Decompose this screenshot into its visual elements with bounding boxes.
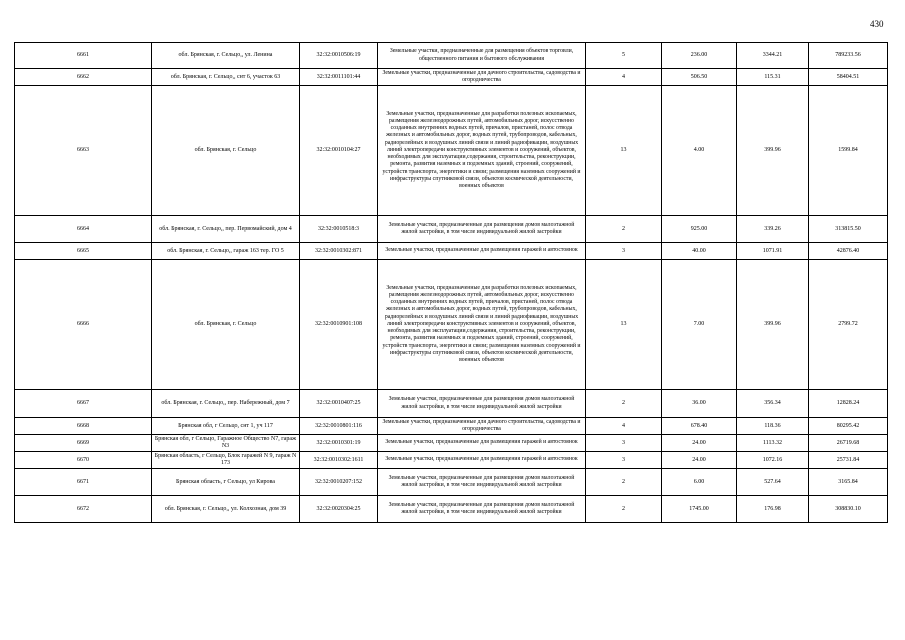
table-row <box>15 243 888 260</box>
cadastral-number-cell: 32:32:0010301:19 <box>300 435 378 452</box>
price-cell: 527.64 <box>737 469 809 496</box>
group-cell: 13 <box>586 86 662 216</box>
cadastral-number-cell: 32:32:0010302:871 <box>300 243 378 260</box>
price-cell: 1071.91 <box>737 243 809 260</box>
address-cell: обл. Брянская, г. Сельцо <box>152 86 300 216</box>
address-cell: Брянская область, г Сельцо, ул Кирова <box>152 469 300 496</box>
cadastral-number-cell: 32:32:0010302:1611 <box>300 452 378 469</box>
table-row <box>15 390 888 418</box>
address-cell: обл. Брянская, г. Сельцо <box>152 260 300 390</box>
area-cell: 1745.00 <box>662 496 737 523</box>
land-use-description-cell: Земельные участки, предназначенные для размещения объектов торговли, общественного питания и бытового обслуживания <box>378 43 586 69</box>
area-cell: 24.00 <box>662 452 737 469</box>
total-value-cell: 2799.72 <box>809 260 888 390</box>
area-cell: 506.50 <box>662 69 737 86</box>
group-cell: 3 <box>586 435 662 452</box>
table-row <box>15 43 888 69</box>
area-cell: 678.40 <box>662 418 737 435</box>
total-value-cell: 313815.50 <box>809 216 888 243</box>
total-value-cell: 26719.68 <box>809 435 888 452</box>
price-cell: 3344.21 <box>737 43 809 69</box>
land-use-description-cell: Земельные участки, предназначенные для размещения домов малоэтажной жилой застройки, в том числе индивидуальной жилой застройки <box>378 469 586 496</box>
cadastral-number-cell: 32:32:0010801:116 <box>300 418 378 435</box>
row-number: 6671 <box>15 469 152 496</box>
row-number: 6665 <box>15 243 152 260</box>
area-cell: 4.00 <box>662 86 737 216</box>
cadastral-number-cell: 32:32:0011101:44 <box>300 69 378 86</box>
area-cell: 7.00 <box>662 260 737 390</box>
total-value-cell: 58404.51 <box>809 69 888 86</box>
address-cell: обл. Брянская, г. Сельцо,, гараж 163 тер. ГО 5 <box>152 243 300 260</box>
price-cell: 339.26 <box>737 216 809 243</box>
row-number: 6669 <box>15 435 152 452</box>
price-cell: 356.34 <box>737 390 809 418</box>
land-use-description-cell: Земельные участки, предназначенные для дачного строительства, садоводства и огородничества <box>378 69 586 86</box>
address-cell: обл. Брянская, г. Сельцо,, пер. Первомайский, дом 4 <box>152 216 300 243</box>
group-cell: 13 <box>586 260 662 390</box>
price-cell: 115.31 <box>737 69 809 86</box>
cadastral-number-cell: 32:32:0010104:27 <box>300 86 378 216</box>
group-cell: 2 <box>586 390 662 418</box>
cadastral-number-cell: 32:32:0010901:108 <box>300 260 378 390</box>
land-registry-table <box>14 42 888 523</box>
row-number: 6662 <box>15 69 152 86</box>
cadastral-number-cell: 32:32:0020304:25 <box>300 496 378 523</box>
address-cell: обл. Брянская, г. Сельцо,, ул. Ленина <box>152 43 300 69</box>
row-number: 6666 <box>15 260 152 390</box>
row-number: 6667 <box>15 390 152 418</box>
area-cell: 24.00 <box>662 435 737 452</box>
row-number: 6663 <box>15 86 152 216</box>
land-use-description-cell: Земельные участки, предназначенные для размещения гаражей и автостоянок <box>378 435 586 452</box>
group-cell: 2 <box>586 216 662 243</box>
table-row <box>15 260 888 390</box>
cadastral-number-cell: 32:32:0010518:3 <box>300 216 378 243</box>
table-row <box>15 435 888 452</box>
table-row <box>15 452 888 469</box>
total-value-cell: 42876.40 <box>809 243 888 260</box>
table-row <box>15 216 888 243</box>
address-cell: Брянская область, г Сельцо, Блок гаражей N 9, гараж N 173 <box>152 452 300 469</box>
land-use-description-cell: Земельные участки, предназначенные для размещения домов малоэтажной жилой застройки, в том числе индивидуальной жилой застройки <box>378 390 586 418</box>
row-number: 6664 <box>15 216 152 243</box>
land-use-description-cell: Земельные участки, предназначенные для дачного строительства, садоводства и огородничества <box>378 418 586 435</box>
row-number: 6672 <box>15 496 152 523</box>
area-cell: 236.00 <box>662 43 737 69</box>
cadastral-number-cell: 32:32:0010407:25 <box>300 390 378 418</box>
cadastral-number-cell: 32:32:0010207:152 <box>300 469 378 496</box>
address-cell: обл. Брянская, г. Сельцо,, ул. Колхозная, дом 39 <box>152 496 300 523</box>
total-value-cell: 3165.84 <box>809 469 888 496</box>
row-number: 6668 <box>15 418 152 435</box>
group-cell: 4 <box>586 69 662 86</box>
total-value-cell: 25731.84 <box>809 452 888 469</box>
group-cell: 5 <box>586 43 662 69</box>
land-use-description-cell: Земельные участки, предназначенные для разработки полезных ископаемых, размещения железнодорожных путей, автомобильных дорог, искусственно созданных внутренних водных путей, причалов, пристаней, полос отвода железных и автомобильных дорог, водных путей, трубопроводов, кабельных, радиорелейных и воздушных линий связи и линий радиофикации, воздушных линий электропередачи конструктивных элементов и сооружений, объектов, необходимых для эксплуатации,содержания, строительства, реконструкции, ремонта, развития наземных и подземных зданий, строений, сооружений, устройств транспорта, энергетики и связи; размещения наземных сооружений и инфраструктуры спутниковой связи, объектов космической деятельности, военных объектов <box>378 86 586 216</box>
total-value-cell: 12828.24 <box>809 390 888 418</box>
table-row <box>15 418 888 435</box>
row-number: 6661 <box>15 43 152 69</box>
price-cell: 399.96 <box>737 86 809 216</box>
total-value-cell: 80295.42 <box>809 418 888 435</box>
total-value-cell: 1599.84 <box>809 86 888 216</box>
address-cell: Брянская обл, г Сельцо, Гаражное Общество N7, гараж N3 <box>152 435 300 452</box>
area-cell: 36.00 <box>662 390 737 418</box>
price-cell: 1113.32 <box>737 435 809 452</box>
area-cell: 40.00 <box>662 243 737 260</box>
page-number: 430 <box>870 19 884 29</box>
address-cell: Брянская обл, г Сельцо, снт 1, уч 117 <box>152 418 300 435</box>
price-cell: 399.96 <box>737 260 809 390</box>
address-cell: обл. Брянская, г. Сельцо,, снт 6, участок 63 <box>152 69 300 86</box>
table-row <box>15 69 888 86</box>
land-use-description-cell: Земельные участки, предназначенные для размещения гаражей и автостоянок <box>378 452 586 469</box>
land-use-description-cell: Земельные участки, предназначенные для размещения гаражей и автостоянок <box>378 243 586 260</box>
group-cell: 2 <box>586 496 662 523</box>
row-number: 6670 <box>15 452 152 469</box>
table-row <box>15 86 888 216</box>
area-cell: 925.00 <box>662 216 737 243</box>
group-cell: 3 <box>586 243 662 260</box>
land-use-description-cell: Земельные участки, предназначенные для размещения домов малоэтажной жилой застройки, в том числе индивидуальной жилой застройки <box>378 496 586 523</box>
area-cell: 6.00 <box>662 469 737 496</box>
price-cell: 1072.16 <box>737 452 809 469</box>
land-use-description-cell: Земельные участки, предназначенные для размещения домов малоэтажной жилой застройки, в том числе индивидуальной жилой застройки <box>378 216 586 243</box>
table-row <box>15 469 888 496</box>
cadastral-number-cell: 32:32:0010506:19 <box>300 43 378 69</box>
price-cell: 118.36 <box>737 418 809 435</box>
land-use-description-cell: Земельные участки, предназначенные для разработки полезных ископаемых, размещения железнодорожных путей, автомобильных дорог, искусственно созданных внутренних водных путей, причалов, пристаней, полос отвода железных и автомобильных дорог, водных путей, трубопроводов, кабельных, радиорелейных и воздушных линий связи и линий радиофикации, воздушных линий электропередачи конструктивных элементов и сооружений, объектов, необходимых для эксплуатации,содержания, строительства, реконструкции, ремонта, развития наземных и подземных зданий, строений, сооружений, устройств транспорта, энергетики и связи; размещения наземных сооружений и инфраструктуры спутниковой связи, объектов космической деятельности, военных объектов <box>378 260 586 390</box>
group-cell: 2 <box>586 469 662 496</box>
table-row <box>15 496 888 523</box>
group-cell: 4 <box>586 418 662 435</box>
group-cell: 3 <box>586 452 662 469</box>
total-value-cell: 789233.56 <box>809 43 888 69</box>
price-cell: 176.98 <box>737 496 809 523</box>
total-value-cell: 308830.10 <box>809 496 888 523</box>
address-cell: обл. Брянская, г. Сельцо,, пер. Набережный, дом 7 <box>152 390 300 418</box>
